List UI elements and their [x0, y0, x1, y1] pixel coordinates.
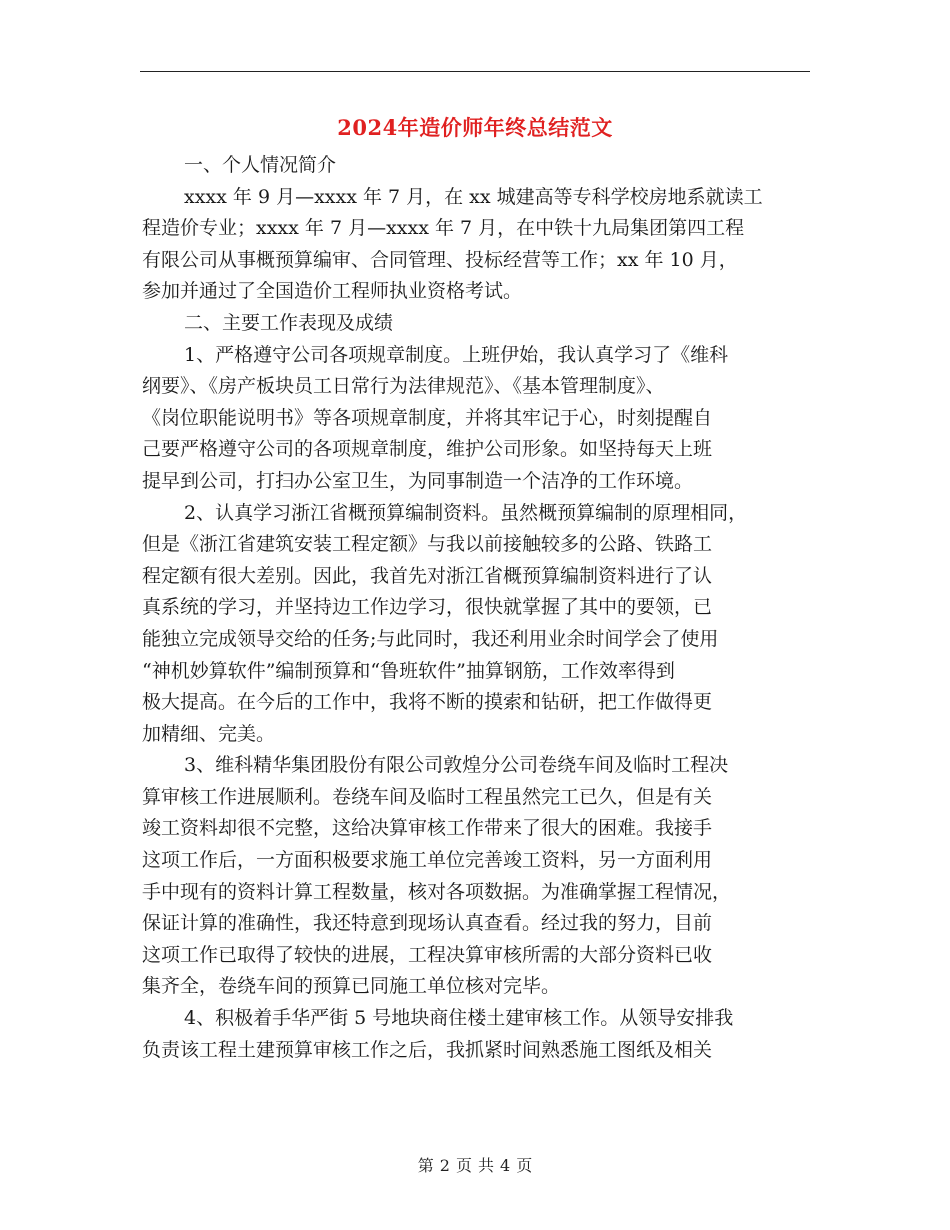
footer-suffix: 页	[516, 1156, 533, 1175]
text-line: 手中现有的资料计算工程数量，核对各项数据。为准确掌握工程情况，	[142, 880, 732, 903]
page-footer	[0, 1153, 950, 1176]
text-line: 一、个人情况简介	[184, 154, 337, 176]
text-line: 这项工作已取得了较快的进展，工程决算审核所需的大部分资料已收	[142, 943, 713, 966]
text-line: 程定额有很大差别。因此，我首先对浙江省概预算编制资料进行了认	[142, 564, 713, 587]
text-line: 2、认真学习浙江省概预算编制资料。虽然概预算编制的原理相同，	[184, 501, 748, 524]
text-line: 保证计算的准确性，我还特意到现场认真查看。经过我的努力，目前	[142, 912, 713, 935]
document-body	[142, 150, 810, 1066]
text-line: 程造价专业；xxxx 年 7 月—xxxx 年 7 月，在中铁十九局集团第四工程	[142, 217, 745, 240]
total-pages-number: 4	[500, 1156, 511, 1175]
text-line: 二、主要工作表现及成绩	[184, 311, 394, 334]
text-line: 己要严格遵守公司的各项规章制度，维护公司形象。如坚持每天上班	[142, 438, 713, 461]
text-line: 提早到公司，打扫办公室卫生，为同事制造一个洁净的工作环境。	[142, 469, 694, 492]
text-line: 能独立完成领导交给的任务;与此同时，我还利用业余时间学会了使用	[142, 627, 719, 650]
text-line: 极大提高。在今后的工作中，我将不断的摸索和钻研，把工作做得更	[142, 691, 713, 714]
header-rule	[140, 71, 810, 72]
text-line: 3、维科精华集团股份有限公司敦煌分公司卷绕车间及临时工程决	[184, 754, 729, 777]
text-line: 纲要》、《房产板块员工日常行为法律规范》、《基本管理制度》、	[142, 375, 665, 398]
text-line: 4、积极着手华严街 5 号地块商住楼土建审核工作。从领导安排我	[184, 1007, 734, 1030]
text-line: 竣工资料却很不完整，这给决算审核工作带来了很大的困难。我接手	[142, 817, 713, 840]
text-line: 但是《浙江省建筑安装工程定额》与我以前接触较多的公路、铁路工	[142, 533, 713, 556]
footer-page-word: 页	[455, 1156, 472, 1175]
text-line: 真系统的学习，并坚持边工作边学习，很快就掌握了其中的要领，已	[142, 596, 713, 619]
text-line: 这项工作后，一方面积极要求施工单位完善竣工资料，另一方面利用	[142, 849, 713, 872]
text-line: xxxx 年 9 月—xxxx 年 7 月，在 xx 城建高等专科学校房地系就读工	[184, 185, 763, 208]
footer-total-word: 共	[478, 1156, 495, 1175]
text-line: 集齐全，卷绕车间的预算已同施工单位核对完毕。	[142, 975, 561, 998]
text-line: 参加并通过了全国造价工程师执业资格考试。	[142, 280, 523, 303]
current-page-number: 2	[439, 1156, 450, 1175]
text-line: “神机妙算软件”编制预算和“鲁班软件”抽算钢筋，工作效率得到	[142, 659, 675, 682]
footer-prefix: 第	[417, 1156, 434, 1175]
document-title: 2024年造价师年终总结范文	[337, 115, 613, 140]
text-line: 算审核工作进展顺利。卷绕车间及临时工程虽然完工已久，但是有关	[142, 785, 713, 808]
text-line: 《岗位职能说明书》等各项规章制度，并将其牢记于心，时刻提醒自	[142, 406, 713, 429]
text-line: 有限公司从事概预算编审、合同管理、投标经营等工作；xx 年 10 月，	[142, 248, 738, 271]
text-line: 加精细、完美。	[142, 722, 276, 745]
text-line: 1、严格遵守公司各项规章制度。上班伊始，我认真学习了《维科	[184, 343, 729, 366]
text-line: 负责该工程土建预算审核工作之后，我抓紧时间熟悉施工图纸及相关	[142, 1038, 713, 1061]
